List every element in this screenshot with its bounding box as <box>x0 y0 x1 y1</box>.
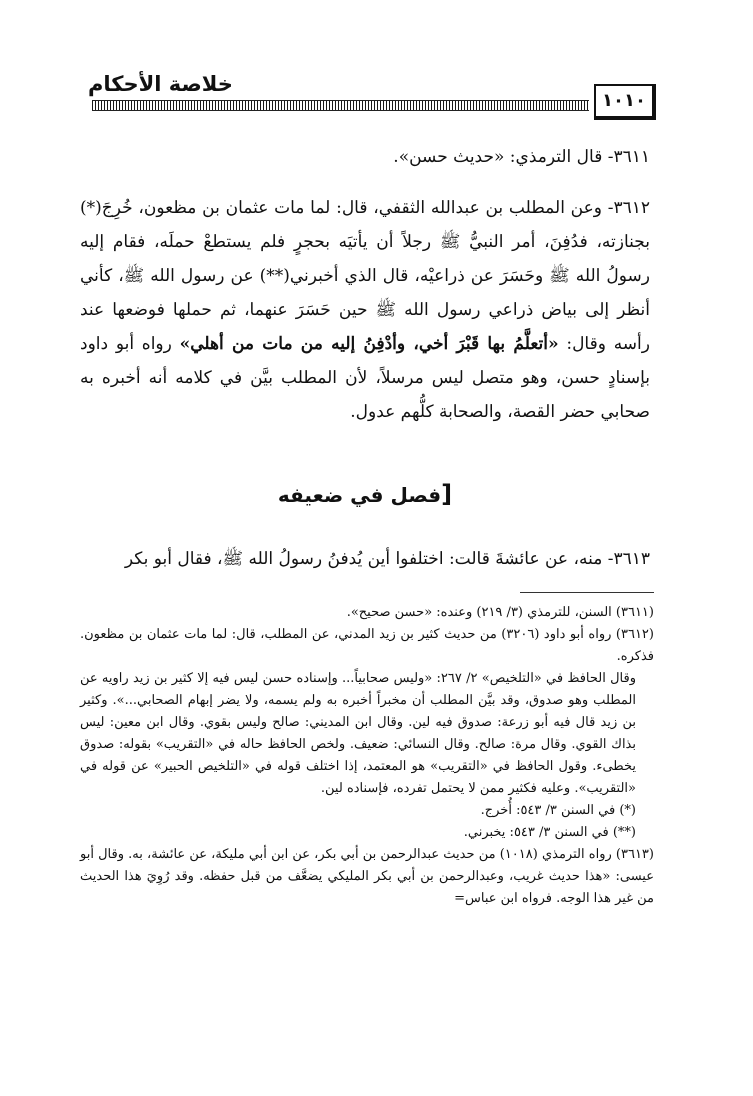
page-number: ١٠١٠ <box>594 84 656 120</box>
footnote: (٣٦١٢) رواه أبو داود (٣٢٠٦) من حديث كثير بن زيد المدني، عن المطلب، قال: لما مات عثمان بن مظعون. فذكره. <box>80 627 654 664</box>
footnote-separator <box>520 592 654 593</box>
footnote: وقال الحافظ في «التلخيص» ٢/ ٢٦٧: «وليس صحابياً... وإسناده حسن ليس فيه إلا كثير بن زيد راويه عن المطلب وهو صدوق، وقد بيَّن المطلب أن مخبراً أخبره به ولم يسمه، ولا يضر إبهام الصحابي...». وكثير بن زيد قال فيه أبو زرعة: صدوق فيه لين. وقال ابن المديني: صالح وليس بقوي. وقال ابن معين: ليس بذاك القوي. وقال مرة: صالح. وقال النسائي: ضعيف. ولخص الحافظ حاله في «التقريب» بقوله: صدوق يخطىء. وقول الحافظ في «التقريب» هو المعتمد، إذا اختلف قوله في «التلخيص الحبير» عن قوله في «التقريب». وعليه فكثير ممن لا يحتمل تفرده، فإسناده لين. <box>80 671 637 796</box>
hadith-3611: ٣٦١١- قال الترمذي: «حديث حسن». <box>393 147 650 167</box>
hadith-3612-grading: رواه أبو داود بإسنادٍ حسن، وهو متصل ليس مرسلاً، لأن المطلب بيَّن في كلامه أنه أخبره به صحابي حضر القصة، والصحابة كلُّهم عدول. <box>80 334 650 422</box>
hadith-3612 <box>80 191 650 429</box>
hadith-3612-text: ٣٦١٢- وعن المطلب بن عبدالله الثقفي، قال: لما مات عثمان بن مظعون، خُرِجَ(*) بجنازته، فدُفِنَ، أمر النبيُّ ﷺ رجلاً أن يأتيَه بحجرٍ فلم يستطعْ حملَه، فقام إليه رسولُ الله ﷺ وحَسَرَ عن ذراعيْه، قال الذي أخبرني(**) عن رسول الله ﷺ، كأني أنظر إلى بياض ذراعي رسول الله ﷺ حين حَسَرَ عنهما، ثم حملها فوضعها عند رأسه وقال: <box>80 198 650 354</box>
hadith-3613: ٣٦١٣- منه، عن عائشةَ قالت: اختلفوا أين يُدفنُ رسولُ الله ﷺ، فقال أبو بكر <box>124 549 650 569</box>
footnote: (*) في السنن ٣/ ٥٤٣: أُخرج. <box>480 803 636 818</box>
footnotes <box>80 602 654 910</box>
section-heading <box>80 480 650 508</box>
footnote: (٣٦١١) السنن، للترمذي (٣/ ٢١٩) وعنده: «حسن صحيح». <box>346 605 654 620</box>
header-rule <box>92 100 589 111</box>
section-title: فصل في ضعيفه <box>277 483 442 507</box>
section-bracket: [ <box>441 480 453 508</box>
hadith-3612-quote: «أتعلَّمُ بها قَبْرَ أخي، وأدْفِنُ إليه من مات من أهلي» <box>179 334 559 354</box>
running-header-title: خلاصة الأحكام <box>88 72 233 96</box>
footnote: (**) في السنن ٣/ ٥٤٣: يخبرني. <box>463 825 636 840</box>
main-text <box>80 140 650 429</box>
footnote: (٣٦١٣) رواه الترمذي (١٠١٨) من حديث عبدالرحمن بن أبي بكر، عن ابن أبي مليكة، عن عائشة، به. وقال أبو عيسى: «هذا حديث غريب، وعبدالرحمن بن أبي بكر المليكي يضعَّف من قبل حفظه. وقد رُوِيَ هذا الحديث من غير هذا الوجه. فرواه ابن عباس= <box>80 847 654 906</box>
